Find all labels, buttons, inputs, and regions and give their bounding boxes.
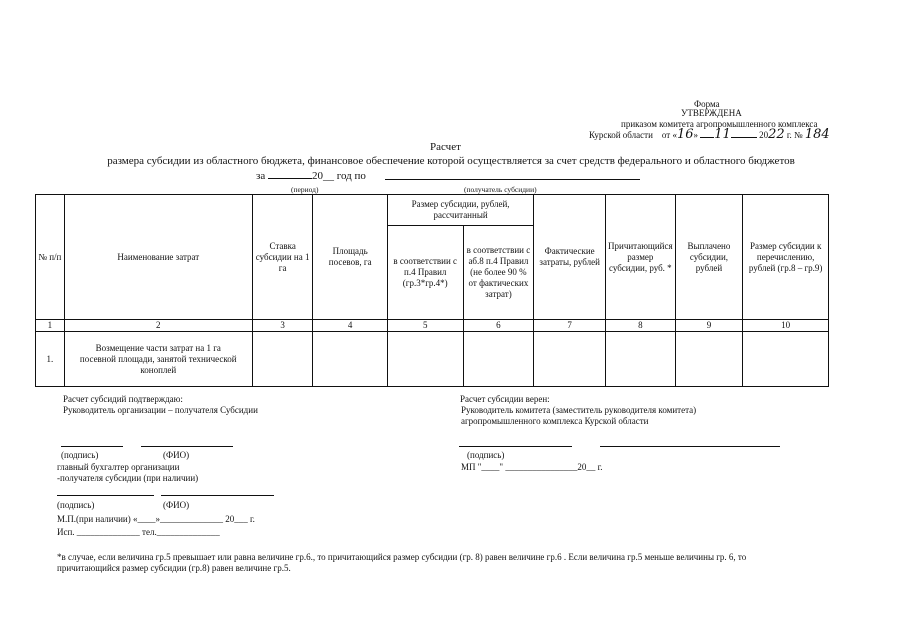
header-calc-a: в соответствии с п.4 Правил (гр.3*гр.4*) [387,226,463,320]
order-number: 184 [804,127,830,142]
header-paid: Выплачено субсидии, рублей [675,195,743,320]
date-mid: » [693,130,699,140]
number-prefix: г. № [786,130,803,140]
mp-left: М.П.(при наличии) «____»______________ 20___ г. [57,514,255,524]
executor-line: Исп. ______________ тел.______________ [57,527,220,537]
subsidy-table [35,194,829,387]
left-head: Руководитель организации – получателя Субсидии [63,405,258,415]
col-number: 2 [64,320,252,332]
row-transfer [743,332,829,387]
period-caption: (период) [291,185,319,194]
year-prefix: 20 [759,130,769,140]
row-calc-a [387,332,463,387]
header-calc-group: Размер субсидии, рублей, рассчитанный [387,195,533,226]
fio-caption: (ФИО) [163,500,190,510]
order-line: приказом комитета агропромышленного комплекса [621,119,818,129]
year-hand: 22 [768,127,785,142]
col-number: 5 [387,320,463,332]
col-number: 3 [252,320,313,332]
sign-caption: (подпись) [61,450,99,460]
fio-caption: (ФИО) [163,450,190,460]
period-year: 20__ [311,170,334,182]
right-head: Руководитель комитета (заместитель руководителя комитета) [461,405,697,415]
row-name: Возмещение части затрат на 1 га посевной площади, занятой технической коноплей [64,332,252,387]
date-prefix: от « [661,130,677,140]
sign-line [61,446,123,447]
col-number: 6 [463,320,534,332]
col-number: 7 [534,320,606,332]
sign-line [459,446,572,447]
header-transfer: Размер субсидии к перечислению, рублей (гр.8 – гр.9) [743,195,829,320]
col-number: 4 [313,320,387,332]
fio-line [161,495,274,496]
period-prefix: за [256,170,266,182]
sign-caption: (подпись) [467,450,505,460]
row-paid [675,332,743,387]
col-number: 10 [743,320,829,332]
row-area [313,332,387,387]
accountant-line-1: главный бухгалтер организации [57,462,180,472]
header-actual: Фактические затраты, рублей [534,195,606,320]
recipient-underline [385,179,640,180]
header-calc-b: в соответствии с аб.8 п.4 Правил (не более 90 % от фактических затрат) [463,226,534,320]
recipient-caption: (получатель субсидии) [464,185,537,194]
period-year-word: год [336,170,352,182]
col-number: 8 [606,320,676,332]
header-name: Наименование затрат [64,195,252,320]
table-row [36,332,829,387]
row-calc-b [463,332,534,387]
header-rate: Ставка субсидии на 1 га [252,195,313,320]
approved-label: УТВЕРЖДЕНА [681,108,742,118]
document-heading: Расчет [430,141,461,153]
row-rate [252,332,313,387]
row-due [606,332,676,387]
row-actual [534,332,606,387]
row-num: 1. [36,332,65,387]
col-number: 9 [675,320,743,332]
period-to: по [354,170,366,182]
right-confirm: Расчет субсидии верен: [460,394,550,404]
region-label: Курской области [589,130,653,140]
date-day: 16 [676,127,694,142]
accountant-line-2: -получателя субсидии (при наличии) [57,473,199,483]
footnote-line-1: *в случае, если величина гр.5 превышает или равна величине гр.6., то причитающийся размер субсидии (гр. 8) равен величине гр.6 . Если величина гр.5 меньше величины гр. 6, то [57,552,747,562]
header-due: Причитающийся размер субсидии, руб. * [606,195,676,320]
right-org: агропромышленного комплекса Курской области [461,416,649,426]
mp-right: МП "____" ________________20__ г. [461,462,603,472]
document-subtitle: размера субсидии из областного бюджета, финансовое обеспечение которой осуществляется за счет средств федерального и областного бюджетов [107,155,795,167]
date-month: 11 [714,127,731,142]
period-line [256,168,366,182]
sign-line [57,495,154,496]
left-confirm: Расчет субсидий подтверждаю: [63,394,183,404]
sign-caption: (подпись) [57,500,95,510]
form-label: Форма [694,99,720,109]
fio-line [141,446,233,447]
header-num: № п/п [36,195,65,320]
approval-date-line [589,127,830,141]
fio-line [600,446,780,447]
col-number: 1 [36,320,65,332]
footnote-line-2: причитающийся размер субсидии (гр.8) равен величине гр.5. [57,563,291,573]
header-area: Площадь посевов, га [313,195,387,320]
